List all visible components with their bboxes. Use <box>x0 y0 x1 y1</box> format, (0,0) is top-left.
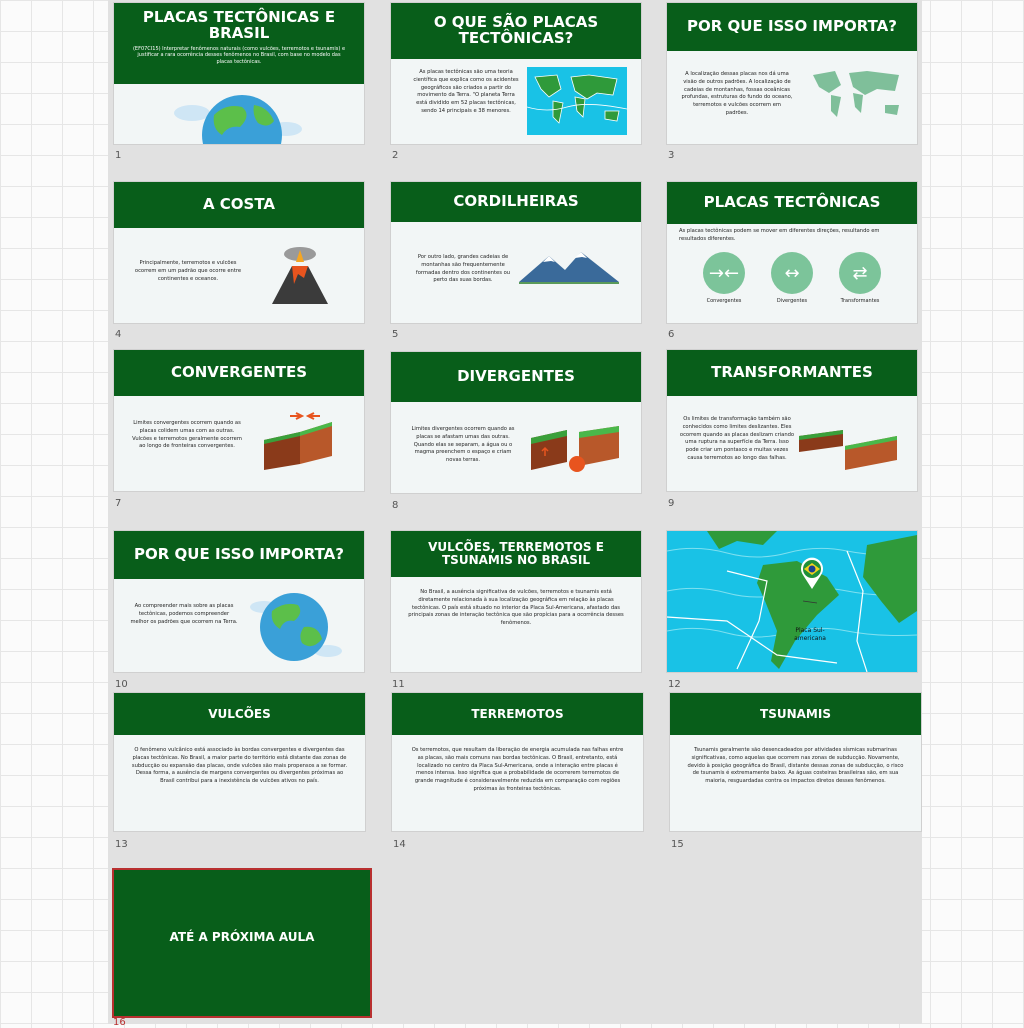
slide-9-title: TRANSFORMANTES <box>711 363 873 382</box>
slide-13[interactable] <box>114 693 365 831</box>
slide-5-number: 5 <box>392 329 399 340</box>
slide-8[interactable] <box>391 352 641 493</box>
slide-12-number: 12 <box>668 679 681 690</box>
slide-10-number: 10 <box>115 679 128 690</box>
slide-7-number: 7 <box>115 498 122 509</box>
slide-2-title: O QUE SÃO PLACAS TECTÔNICAS? <box>433 13 599 47</box>
earth-icon <box>244 585 344 667</box>
slide-6-header <box>667 182 917 224</box>
slide-10-body: Ao compreender mais sobre as placas tectônicas, podemos compreender melhor os padrões que ocorrem na Terra. <box>130 603 238 625</box>
slide-8-title: DIVERGENTES <box>457 367 575 386</box>
slide-3-number: 3 <box>668 150 675 161</box>
slide-5-header <box>391 182 641 222</box>
brazil-flag-icon <box>799 557 825 589</box>
slide-14-body: Os terremotos, que resultam da liberação de energia acumulada nas falhas entre as placas, são mais comuns nas bordas tectônicas. O Brasil, entretanto, está localizado no centro da Placa Sul-Americana, onde a interação entre placas é menos intensa. Isso significa que a probabilidade de ocorrerem terremotos de grande magnitude é consideravelmente reduzida em comparação com regiões próximas às fronteiras tectônicas. <box>411 747 624 792</box>
slide-3-body: A localização dessas placas nos dá uma visão de outros padrões. A localização de cadeias de montanhas, fossas oceânicas profundas, estruturas do fundo do oceano, terremotos e vulcões ocorrem em padrões. <box>681 71 793 116</box>
slide-10-title: POR QUE ISSO IMPORTA? <box>134 545 344 564</box>
slide-15-header <box>670 693 921 735</box>
slide-2[interactable] <box>391 3 641 144</box>
convergent-plates-icon <box>260 410 336 472</box>
south-america-map <box>667 531 917 672</box>
slide-6-number: 6 <box>668 329 675 340</box>
world-map-icon <box>807 65 907 121</box>
slide-16[interactable] <box>112 868 372 1018</box>
slide-8-number: 8 <box>392 500 399 511</box>
slide-4-header <box>114 182 364 228</box>
volcano-icon <box>268 244 332 306</box>
slide-7-title: CONVERGENTES <box>170 363 308 382</box>
slide-10[interactable] <box>114 531 364 672</box>
label-divergentes: Divergentes <box>776 298 808 304</box>
divergent-arrows-icon: ↔ <box>771 252 813 294</box>
slide-13-header <box>114 693 365 735</box>
slide-4-body: Principalmente, terremotos e vulcões ocorrem em um padrão que ocorre entre continentes e oceanos. <box>134 260 242 282</box>
mountain-icon <box>519 248 619 284</box>
slide-5-body: Por outro lado, grandes cadeias de montanhas são frequentemente formadas dentro dos continentes ou perto das suas bordas. <box>415 254 511 284</box>
slide-15-number: 15 <box>671 839 684 850</box>
slide-4-title: A COSTA <box>202 195 276 214</box>
slide-14-title: TERREMOTOS <box>471 706 564 721</box>
slide-6[interactable] <box>667 182 917 323</box>
slide-15-title: TSUNAMIS <box>760 706 831 721</box>
slide-13-body: O fenômeno vulcânico está associado às bordas convergentes e divergentes das placas tectônicas. No Brasil, a maior parte do território está distante das zonas de subducção ou expansão das placas, onde vulcões são mais propensos a se formar. Dessa forma, a ausência de margens convergentes ou divergentes próximas ao Brasil contribui para a inexistência de vulcões ativos no país. <box>131 747 348 785</box>
slide-1-number: 1 <box>115 150 122 161</box>
slide-14-header <box>392 693 643 735</box>
slide-2-number: 2 <box>392 150 399 161</box>
slide-16-number: 16 <box>113 1017 126 1028</box>
slide-5-title: CORDILHEIRAS <box>453 192 579 211</box>
slide-5[interactable] <box>391 182 641 323</box>
slide-9[interactable] <box>667 350 917 491</box>
slide-3-header <box>667 3 917 51</box>
slide-15-body: Tsunamis geralmente são desencadeados por atividades sísmicas submarinas significativas, como aquelas que ocorrem nas zonas de subducção. Novamente, devido à posição geográfica do Brasil, distante dessas zonas de subducção, o risco de tsunamis é extremamente baixo. As águas costeiras brasileiras são, em sua maioria, resguardadas contra os impactos diretos desses fenômenos. <box>687 747 904 785</box>
slide-14-number: 14 <box>393 839 406 850</box>
transform-plates-icon <box>797 426 901 472</box>
slide-3[interactable] <box>667 3 917 144</box>
slide-10-header <box>114 531 364 579</box>
slide-1-header <box>114 3 364 84</box>
slide-7-body: Limites convergentes ocorrem quando as placas colidem umas com as outras. Vulcões e terremotos geralmente ocorrem ao longo de fronteiras convergentes. <box>132 420 242 450</box>
slide-6-body: As placas tectônicas podem se mover em diferentes direções, resultando em resultados diferentes. <box>679 228 880 242</box>
slide-11[interactable] <box>391 531 641 672</box>
slide-12[interactable] <box>667 531 917 672</box>
slide-7[interactable] <box>114 350 364 491</box>
slide-1-title: PLACAS TECTÔNICAS E BRASIL <box>142 8 336 42</box>
slide-8-body: Limites divergentes ocorrem quando as placas se afastam umas das outras. Quando elas se separam, a água ou o magma preenchem o espaço e criam novas terras. <box>411 426 515 464</box>
slide-13-title: VULCÕES <box>208 706 271 721</box>
slide-2-header <box>391 3 641 59</box>
slide-4[interactable] <box>114 182 364 323</box>
slide-11-number: 11 <box>392 679 405 690</box>
slide-1-subtitle: (EF07CI15) Interpretar fenômenos naturais (como vulcões, terremotos e tsunamis) e justificar a rara ocorrência desses fenômenos no Brasil, com base no modelo das placas tectônicas. <box>132 45 346 65</box>
earth-icon <box>164 85 314 144</box>
world-map-icon <box>527 67 627 135</box>
slide-13-number: 13 <box>115 839 128 850</box>
placa-sul-americana-label: Placa Sul-americana <box>794 627 826 643</box>
slide-11-body: No Brasil, a ausência significativa de vulcões, terremotos e tsunamis está diretamente relacionada à sua localização geográfica em relação às placas tectônicas. O país está situado no interior da Placa Sul-Americana, afastado das principais zonas de interação tectônica que são propícias para a ocorrência desses fenômenos. <box>408 589 624 627</box>
slide-3-title: POR QUE ISSO IMPORTA? <box>687 17 897 36</box>
slide-15[interactable] <box>670 693 921 831</box>
slide-9-header <box>667 350 917 396</box>
label-convergentes: Convergentes <box>706 298 742 304</box>
transform-arrows-icon: ⇄ <box>839 252 881 294</box>
slide-7-header <box>114 350 364 396</box>
slide-9-number: 9 <box>668 498 675 509</box>
convergent-arrows-icon: →← <box>703 252 745 294</box>
slide-4-number: 4 <box>115 329 122 340</box>
slide-9-body: Os limites de transformação também são conhecidos como limites deslizantes. Eles ocorrem quando as placas deslizam criando uma ruptura na superfície da Terra. Isso pode criar um pontasco e muitas vezes causa terremotos ao longo das falhas. <box>679 416 795 461</box>
slide-11-title: VULCÕES, TERREMOTOS E TSUNAMIS NO BRASIL <box>428 540 604 567</box>
slide-1[interactable] <box>114 3 364 144</box>
slide-8-header <box>391 352 641 402</box>
slide-16-title: ATÉ A PRÓXIMA AULA <box>169 930 315 944</box>
divergent-plates-icon <box>529 426 621 472</box>
slide-14[interactable] <box>392 693 643 831</box>
slide-11-header <box>391 531 641 577</box>
slide-6-title: PLACAS TECTÔNICAS <box>703 193 881 212</box>
slide-2-body: As placas tectônicas são uma teoria científica que explica como os acidentes geográficos são criados a partir do movimento da Terra. "O planeta Terra está dividido em 52 placas tectônicas, sendo 14 principais e 38 menores. <box>413 69 519 114</box>
label-transformantes: Transformantes <box>840 298 880 304</box>
